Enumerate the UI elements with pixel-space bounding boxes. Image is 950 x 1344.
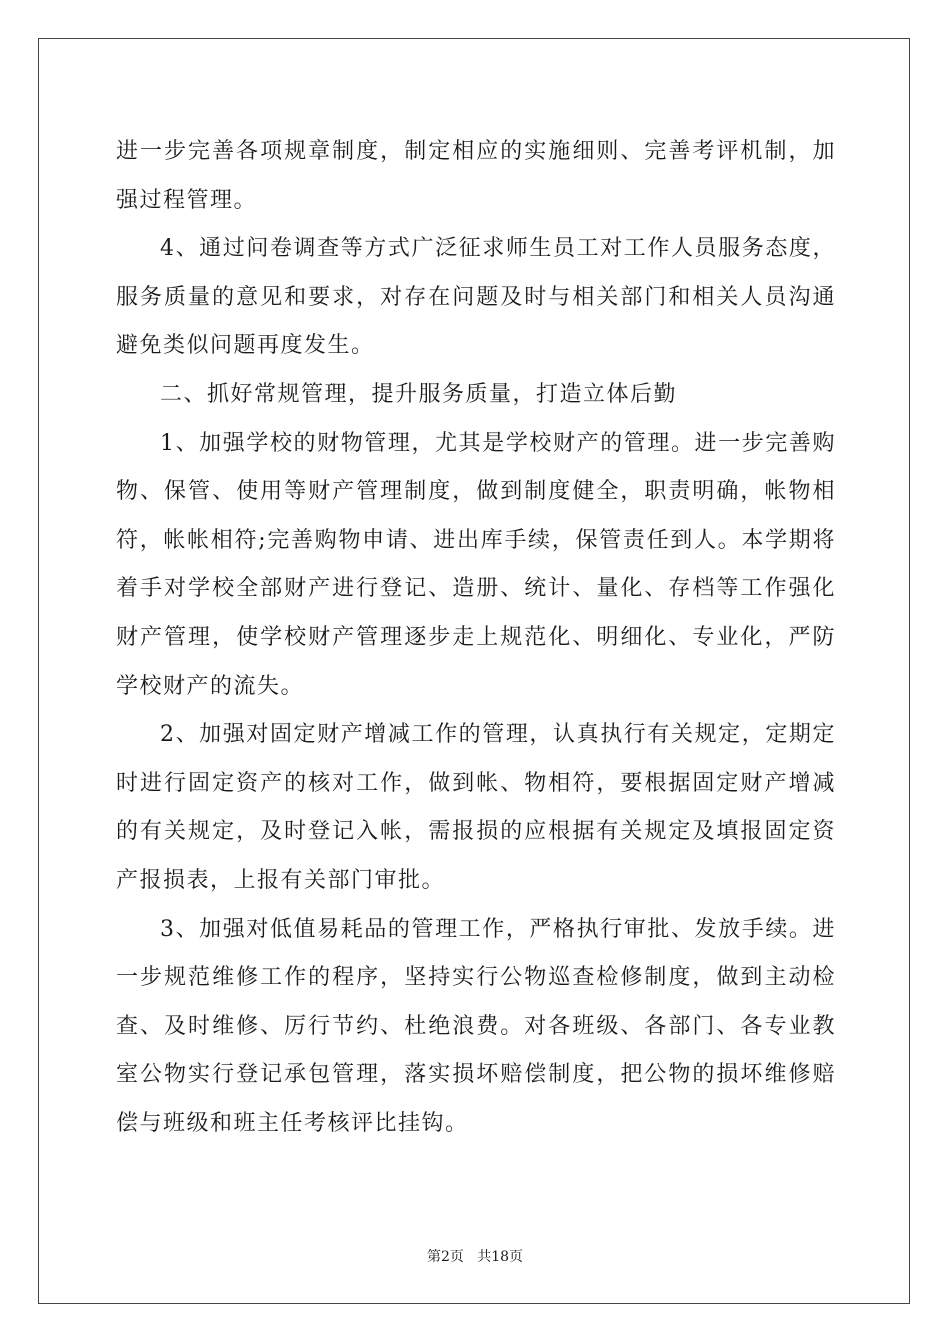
page-number-footer: 第2页 共18页 <box>426 1249 524 1265</box>
paragraph-4: 2、加强对固定财产增减工作的管理，认真执行有关规定，定期定时进行固定资产的核对工作，做到帐、物相符，要根据固定财产增减的有关规定，及时登记入帐，需报损的应根据有关规定及填报固定资产报损表，上报有关部门审批。 <box>116 722 836 893</box>
paragraph-3: 1、加强学校的财物管理，尤其是学校财产的管理。进一步完善购物、保管、使用等财产管理制度，做到制度健全，职责明确，帐物相符，帐帐相符;完善购物申请、进出库手续，保管责任到人。本学期将着手对学校全部财产进行登记、造册、统计、量化、存档等工作强化财产管理，使学校财产管理逐步走上规范化、明细化、专业化，严防学校财产的流失。 <box>116 430 836 699</box>
section-heading: 二、抓好常规管理，提升服务质量，打造立体后勤 <box>160 381 678 407</box>
paragraph-2: 4、通过问卷调查等方式广泛征求师生员工对工作人员服务态度，服务质量的意见和要求，对存在问题及时与相关部门和相关人员沟通避免类似问题再度发生。 <box>116 236 836 359</box>
document-body <box>116 128 836 1148</box>
paragraph-5: 3、加强对低值易耗品的管理工作，严格执行审批、发放手续。进一步规范维修工作的程序，坚持实行公物巡查检修制度，做到主动检查、及时维修、厉行节约、杜绝浪费。对各班级、各部门、各专业教室公物实行登记承包管理，落实损坏赔偿制度，把公物的损坏维修赔偿与班级和班主任考核评比挂钩。 <box>116 916 836 1136</box>
paragraph-1: 进一步完善各项规章制度，制定相应的实施细则、完善考评机制，加强过程管理。 <box>116 139 836 213</box>
